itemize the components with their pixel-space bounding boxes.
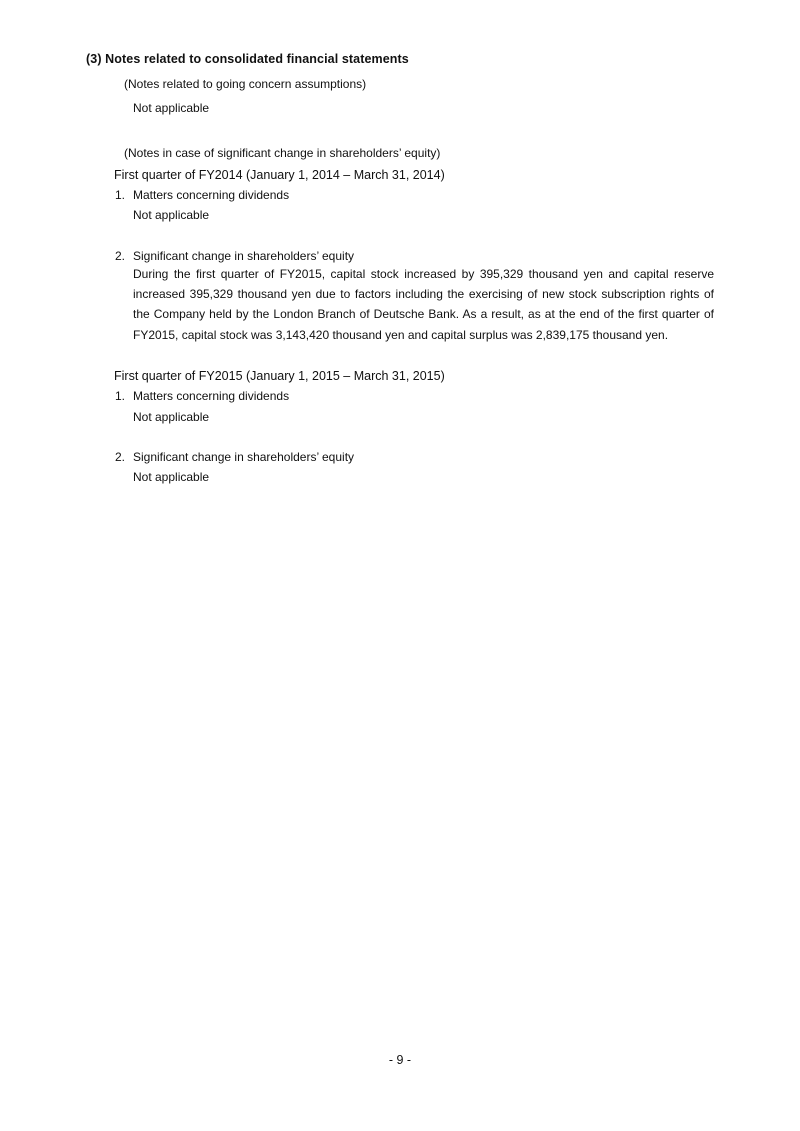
fy2015-heading: First quarter of FY2015 (January 1, 2015 – March 31, 2015)	[114, 369, 445, 383]
fy2014-item-2-number: 2.	[115, 249, 126, 263]
fy2015-item-2-title: Significant change in shareholders’ equity	[133, 450, 355, 464]
equity-change-heading: (Notes in case of significant change in shareholders’ equity)	[124, 146, 441, 160]
going-concern-heading: (Notes related to going concern assumptions)	[124, 77, 367, 91]
fy2015-item-1-text: Not applicable	[133, 410, 210, 424]
fy2015-item-2-text: Not applicable	[133, 470, 210, 484]
fy2014-item-2-paragraph: During the first quarter of FY2015, capital stock increased by 395,329 thousand yen and capital reserve increased 395,329 thousand yen due to factors including the exercising of new stock subscription rights of the Company held by the London Branch of Deutsche Bank. As a result, as at the end of the first quarter of FY2015, capital stock was 3,143,420 thousand yen and capital surplus was 2,839,175 thousand yen.	[133, 267, 714, 342]
fy2014-item-2-title: Significant change in shareholders’ equity	[133, 249, 355, 263]
fy2015-item-2-number: 2.	[115, 450, 126, 464]
fy2014-heading: First quarter of FY2014 (January 1, 2014 – March 31, 2014)	[114, 168, 445, 182]
section-title: (3) Notes related to consolidated financial statements	[86, 52, 409, 66]
fy2015-item-1-title: Matters concerning dividends	[133, 389, 290, 403]
page-number: - 9 -	[388, 1053, 412, 1067]
fy2014-item-1-text: Not applicable	[133, 208, 210, 222]
fy2014-item-1-title: Matters concerning dividends	[133, 188, 290, 202]
fy2014-item-1-number: 1.	[115, 188, 126, 202]
fy2015-item-1-number: 1.	[115, 389, 126, 403]
going-concern-text: Not applicable	[133, 101, 210, 115]
